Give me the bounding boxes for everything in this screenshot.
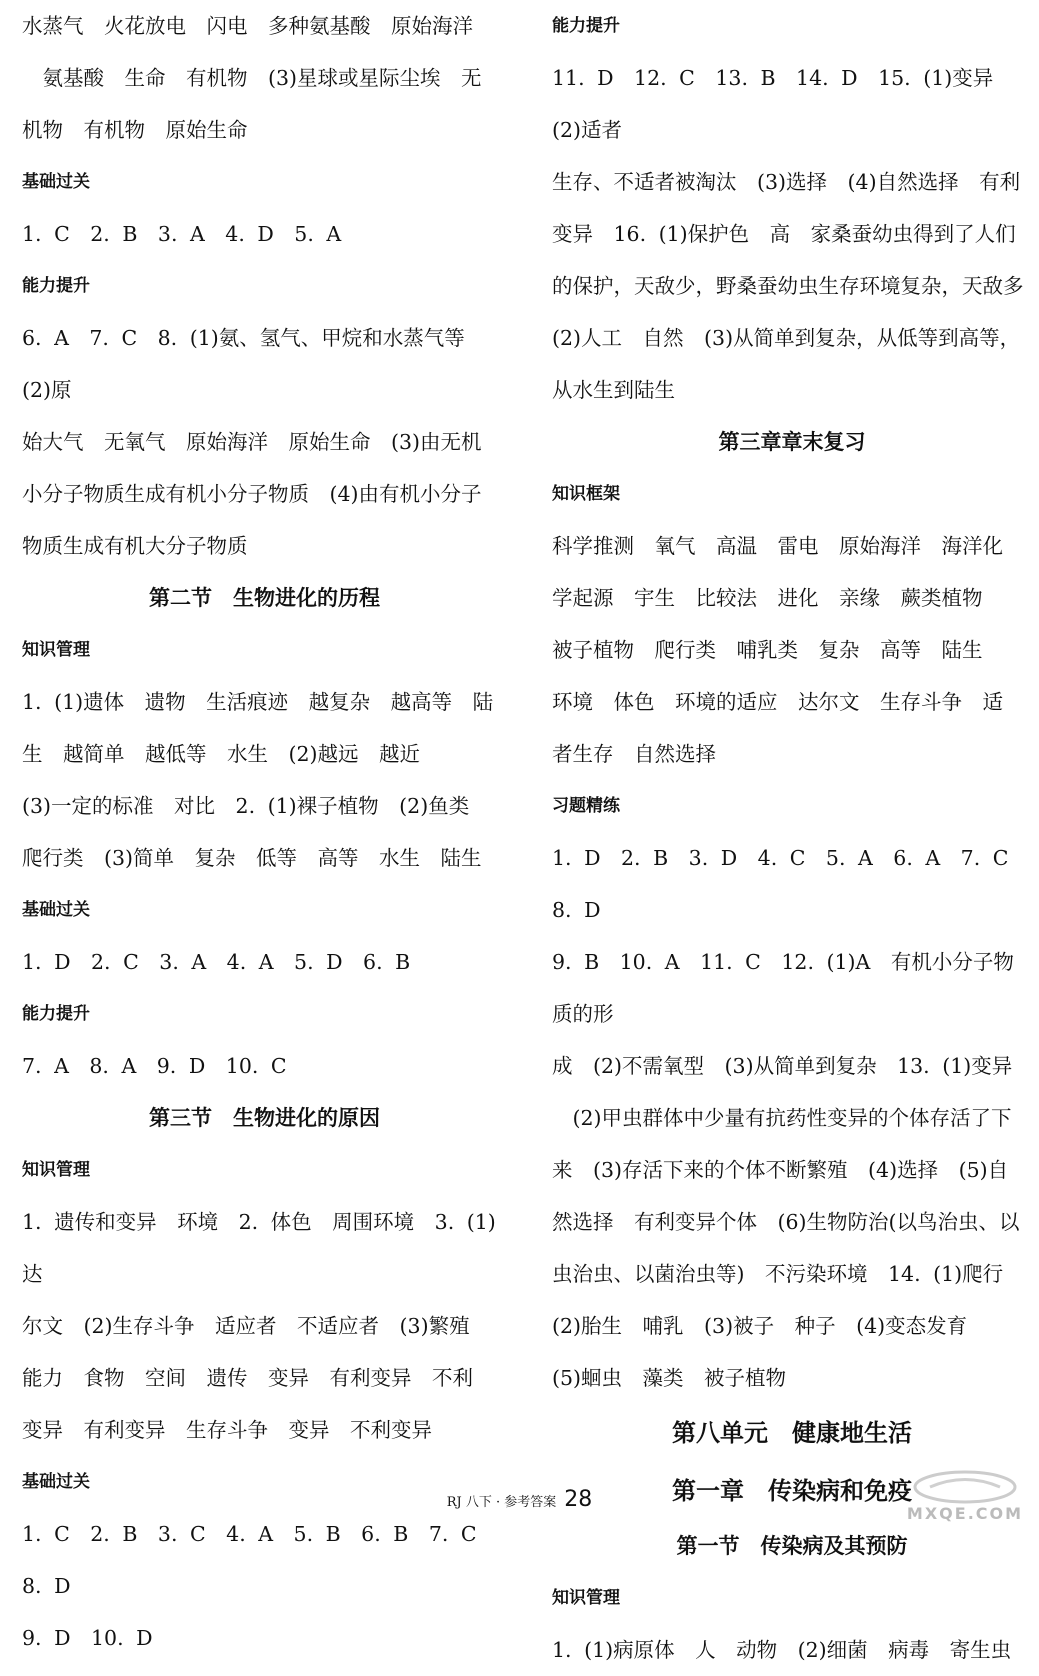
answer-line: (2)胎生 哺乳 (3)被子 种子 (4)变态发育 bbox=[552, 1314, 968, 1338]
answer-line: 6. A 7. C 8. (1)氨、氢气、甲烷和水蒸气等 (2)原 bbox=[22, 326, 486, 402]
answer-line: 1. D 2. B 3. D 4. C 5. A 6. A 7. C 8. D bbox=[552, 846, 1029, 922]
answer-line: 9. B 10. A 11. C 12. (1)A 有机小分子物质的形 bbox=[552, 950, 1014, 1026]
section-title: 第三节 生物进化的原因 bbox=[149, 1106, 380, 1130]
answer-line: 1. D 2. C 3. A 4. A 5. D 6. B bbox=[22, 950, 411, 974]
watermark-text: MXQE.COM bbox=[906, 1504, 1024, 1523]
answer-line: 水蒸气 火花放电 闪电 多种氨基酸 原始海洋 bbox=[22, 14, 473, 38]
heading-knowledge-framework: 知识框架 bbox=[552, 484, 620, 504]
page-number: 28 bbox=[564, 1487, 593, 1512]
answer-line: 的保护，天敌少，野桑蚕幼虫生存环境复杂，天敌多 bbox=[552, 274, 1024, 298]
answer-line: 小分子物质生成有机小分子物质 (4)由有机小分子 bbox=[22, 482, 482, 506]
answer-line: 环境 体色 环境的适应 达尔文 生存斗争 适 bbox=[552, 690, 1003, 714]
heading-knowledge-management: 知识管理 bbox=[552, 1588, 620, 1608]
answer-line: (5)蛔虫 藻类 被子植物 bbox=[552, 1366, 787, 1390]
answer-line: 学起源 宇生 比较法 进化 亲缘 蕨类植物 bbox=[552, 586, 983, 610]
answer-line: 来 (3)存活下来的个体不断繁殖 (4)选择 (5)自 bbox=[552, 1158, 1009, 1182]
heading-basic-practice: 基础过关 bbox=[22, 172, 90, 192]
heading-ability-improvement: 能力提升 bbox=[552, 16, 620, 36]
heading-basic-practice: 基础过关 bbox=[22, 1472, 90, 1492]
watermark-logo bbox=[900, 1470, 1030, 1530]
watermark-stamp-icon bbox=[910, 1470, 1020, 1504]
chapter-review-title: 第三章章末复习 bbox=[718, 430, 866, 454]
heading-ability-improvement: 能力提升 bbox=[22, 276, 90, 296]
right-column bbox=[552, 0, 1032, 1676]
answer-line: 1. C 2. B 3. A 4. D 5. A bbox=[22, 222, 342, 246]
answer-line: 爬行类 (3)简单 复杂 低等 高等 水生 陆生 bbox=[22, 846, 482, 870]
answer-line: 科学推测 氧气 高温 雷电 原始海洋 海洋化 bbox=[552, 534, 1003, 558]
answer-line: 变异 16. (1)保护色 高 家桑蚕幼虫得到了人们 bbox=[552, 222, 1016, 246]
chapter-title: 第一章 传染病和免疫 bbox=[672, 1477, 912, 1505]
answer-line: 成 (2)不需氧型 (3)从简单到复杂 13. (1)变异 bbox=[552, 1054, 1013, 1078]
heading-basic-practice: 基础过关 bbox=[22, 900, 90, 920]
answer-line: 尔文 (2)生存斗争 适应者 不适应者 (3)繁殖 bbox=[22, 1314, 470, 1338]
answer-line: 9. D 10. D bbox=[22, 1626, 153, 1650]
answer-line: 能力 食物 空间 遗传 变异 有利变异 不利 bbox=[22, 1366, 473, 1390]
heading-knowledge-management: 知识管理 bbox=[22, 640, 90, 660]
answer-line: 1. (1)病原体 人 动物 (2)细菌 病毒 寄生虫 bbox=[552, 1638, 1012, 1662]
left-column bbox=[22, 0, 507, 1664]
answer-line: 11. D 12. C 13. B 14. D 15. (1)变异 (2)适者 bbox=[552, 66, 1014, 142]
heading-knowledge-management: 知识管理 bbox=[22, 1160, 90, 1180]
answer-line: 机物 有机物 原始生命 bbox=[22, 118, 248, 142]
answer-line: 者生存 自然选择 bbox=[552, 742, 716, 766]
answer-line: 虫治虫、以菌治虫等) 不污染环境 14. (1)爬行 bbox=[552, 1262, 1004, 1286]
answer-line: 生存、不适者被淘汰 (3)选择 (4)自然选择 有利 bbox=[552, 170, 1021, 194]
footer-label: RJ 八下 · 参考答案 bbox=[446, 1495, 557, 1510]
unit-title: 第八单元 健康地生活 bbox=[672, 1419, 912, 1447]
answer-line: 1. 遗传和变异 环境 2. 体色 周围环境 3. (1)达 bbox=[22, 1210, 496, 1286]
answer-line: 1. (1)遗体 遗物 生活痕迹 越复杂 越高等 陆 bbox=[22, 690, 494, 714]
answer-line: 生 越简单 越低等 水生 (2)越远 越近 bbox=[22, 742, 421, 766]
page-footer bbox=[0, 1480, 1039, 1523]
section-title: 第一节 传染病及其预防 bbox=[676, 1534, 908, 1558]
answer-line: 氨基酸 生命 有机物 (3)星球或星际尘埃 无 bbox=[22, 66, 482, 90]
answer-line: 1. C 2. B 3. C 4. A 5. B 6. B 7. C 8. D bbox=[22, 1522, 498, 1598]
heading-exercises: 习题精练 bbox=[552, 796, 620, 816]
answer-line: 物质生成有机大分子物质 bbox=[22, 534, 248, 558]
answer-line: 始大气 无氧气 原始海洋 原始生命 (3)由无机 bbox=[22, 430, 482, 454]
answer-line: 7. A 8. A 9. D 10. C bbox=[22, 1054, 287, 1078]
answer-line: 然选择 有利变异个体 (6)生物防治(以鸟治虫、以 bbox=[552, 1210, 1020, 1234]
answer-line: 变异 有利变异 生存斗争 变异 不利变异 bbox=[22, 1418, 432, 1442]
answer-line: 被子植物 爬行类 哺乳类 复杂 高等 陆生 bbox=[552, 638, 983, 662]
heading-ability-improvement: 能力提升 bbox=[22, 1004, 90, 1024]
answer-line: (2)人工 自然 (3)从简单到复杂，从低等到高等， bbox=[552, 326, 1021, 350]
answer-line: 从水生到陆生 bbox=[552, 378, 675, 402]
answer-line: (2)甲虫群体中少量有抗药性变异的个体存活了下 bbox=[552, 1106, 1012, 1130]
section-title: 第二节 生物进化的历程 bbox=[149, 586, 380, 610]
answer-line: (3)一定的标准 对比 2. (1)裸子植物 (2)鱼类 bbox=[22, 794, 470, 818]
